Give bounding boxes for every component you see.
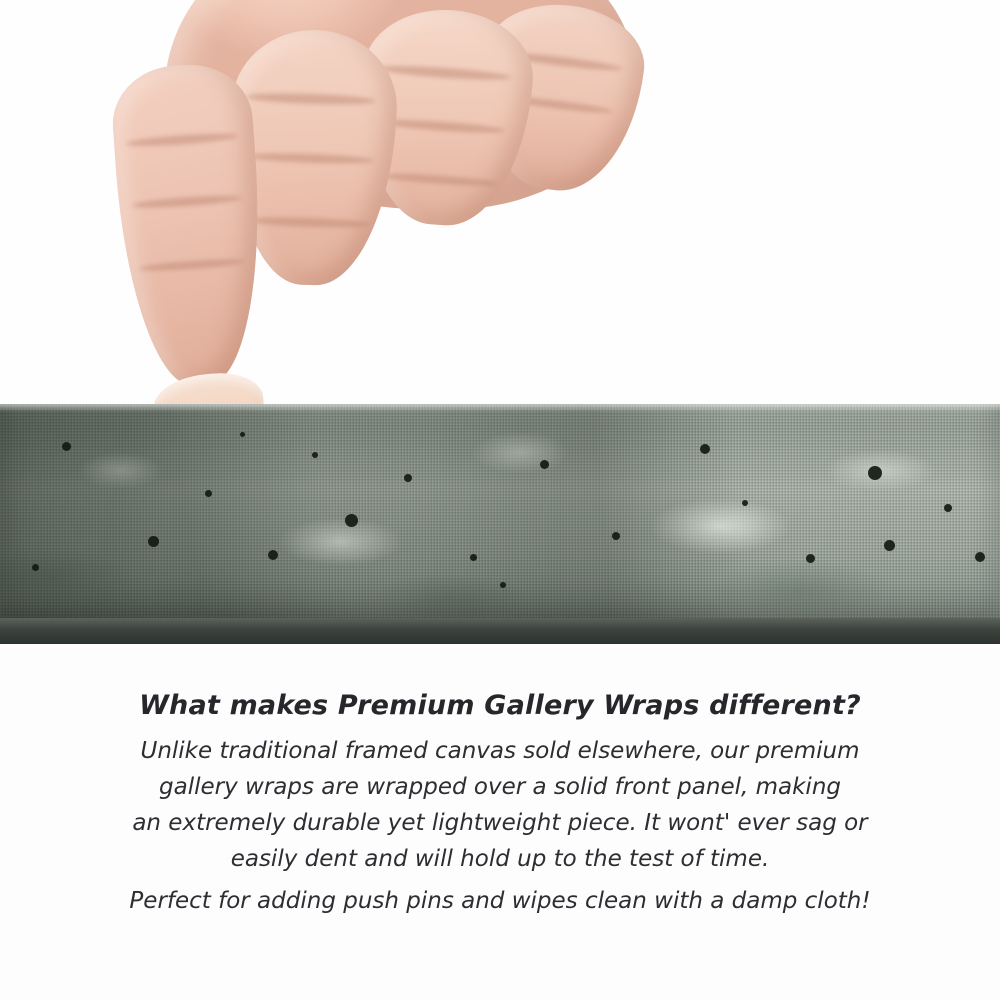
canvas-speckle: [500, 582, 506, 588]
canvas-speckle: [404, 474, 412, 482]
canvas-speckle: [612, 532, 620, 540]
caption-body: [120, 733, 880, 919]
canvas-speckle: [312, 452, 318, 458]
canvas-bottom-edge: [0, 618, 1000, 644]
canvas-top-highlight: [0, 404, 1000, 412]
canvas-speckle: [268, 550, 278, 560]
hand-illustration: [110, 0, 630, 420]
canvas-speckle: [205, 490, 212, 497]
caption-line: Unlike traditional framed canvas sold elsewhere, our premium: [140, 738, 860, 764]
caption-line: gallery wraps are wrapped over a solid front panel, making: [159, 774, 841, 800]
caption-line: an extremely durable yet lightweight piece. It wont' ever sag or: [132, 810, 868, 836]
canvas-speckle: [32, 564, 39, 571]
caption-block: [0, 690, 1000, 919]
canvas-speckle: [700, 444, 710, 454]
canvas-speckle: [884, 540, 895, 551]
canvas-speckle: [62, 442, 71, 451]
canvas-speckle: [345, 514, 358, 527]
gallery-wrap-canvas-edge: [0, 404, 1000, 648]
canvas-speckle: [540, 460, 549, 469]
canvas-speckle: [742, 500, 748, 506]
caption-line: easily dent and will hold up to the test of time.: [230, 846, 770, 872]
canvas-speckle: [806, 554, 815, 563]
caption-final-line: Perfect for adding push pins and wipes clean with a damp cloth!: [129, 888, 871, 914]
canvas-paint-streaks: [0, 404, 1000, 626]
caption-heading: What makes Premium Gallery Wraps different?: [139, 690, 861, 721]
canvas-speckle: [944, 504, 952, 512]
finger-index: [109, 61, 271, 390]
canvas-speckle: [868, 466, 882, 480]
canvas-speckle: [975, 552, 985, 562]
canvas-texture: [0, 404, 1000, 626]
canvas-speckle: [240, 432, 245, 437]
canvas-speckle: [470, 554, 477, 561]
canvas-speckle: [148, 536, 159, 547]
